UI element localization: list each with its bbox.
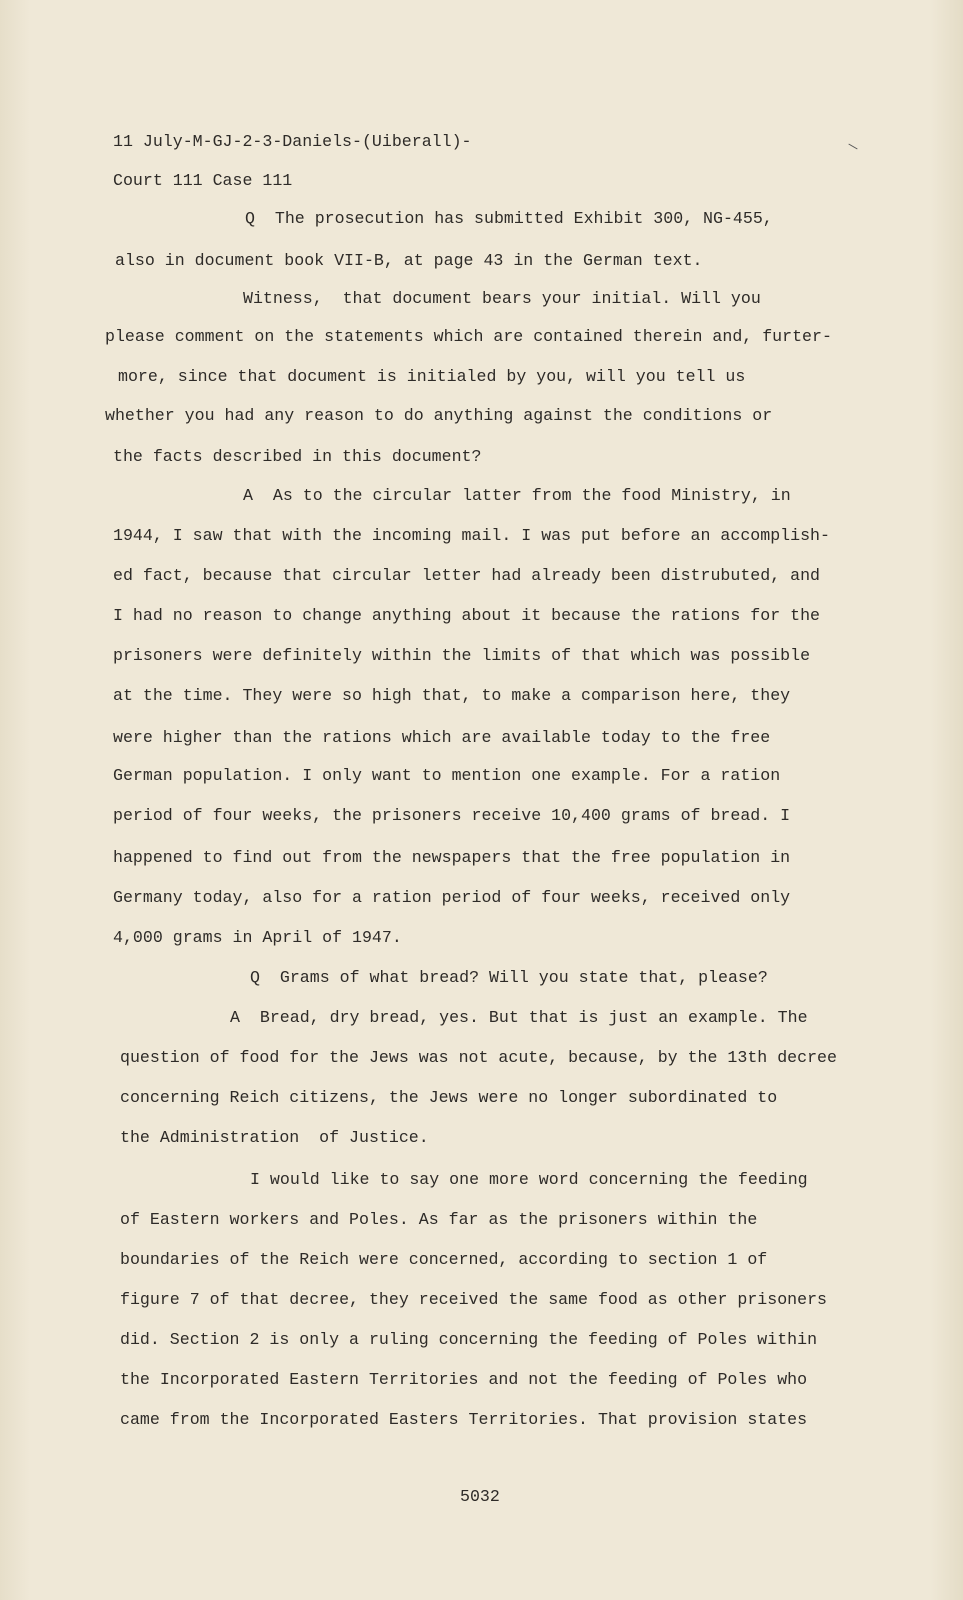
text-line: A As to the circular latter from the food Ministry, in [243, 486, 791, 505]
text-line: of Eastern workers and Poles. As far as the prisoners within the [120, 1210, 758, 1229]
text-line: 1944, I saw that with the incoming mail. I was put before an accomplish- [113, 526, 830, 545]
header-reference: 11 July-M-GJ-2-3-Daniels-(Uiberall)- [113, 132, 472, 151]
text-line: German population. I only want to mention one example. For a ration [113, 766, 781, 785]
text-line: Q Grams of what bread? Will you state that, please? [250, 968, 768, 987]
text-line: figure 7 of that decree, they received the same food as other prisoners [120, 1290, 828, 1309]
header-court: Court 111 Case 111 [113, 171, 293, 190]
text-line: did. Section 2 is only a ruling concerning the feeding of Poles within [120, 1330, 818, 1349]
text-line: A Bread, dry bread, yes. But that is just an example. The [230, 1008, 808, 1027]
text-line: period of four weeks, the prisoners receive 10,400 grams of bread. I [113, 806, 791, 825]
text-line: please comment on the statements which are contained therein and, furter- [105, 327, 832, 346]
text-line: also in document book VII-B, at page 43 in the German text. [115, 251, 703, 270]
text-line: boundaries of the Reich were concerned, according to section 1 of [120, 1250, 768, 1269]
text-line: the Incorporated Eastern Territories and not the feeding of Poles who [120, 1370, 808, 1389]
text-line: prisoners were definitely within the limits of that which was possible [113, 646, 811, 665]
text-line: concerning Reich citizens, the Jews were no longer subordinated to [120, 1088, 778, 1107]
text-line: happened to find out from the newspapers that the free population in [113, 848, 791, 867]
text-line: I would like to say one more word concerning the feeding [250, 1170, 808, 1189]
text-line: Witness, that document bears your initial. Will you [243, 289, 761, 308]
text-line: question of food for the Jews was not acute, because, by the 13th decree [120, 1048, 837, 1067]
text-line: whether you had any reason to do anything against the conditions or [105, 406, 773, 425]
text-line: ed fact, because that circular letter had already been distrubuted, and [113, 566, 821, 585]
text-line: more, since that document is initialed by you, will you tell us [118, 367, 746, 386]
stray-mark [848, 144, 857, 150]
text-line: Q The prosecution has submitted Exhibit 300, NG-455, [245, 209, 773, 228]
text-line: were higher than the rations which are available today to the free [113, 728, 771, 747]
page-number: 5032 [460, 1487, 500, 1506]
text-line: Germany today, also for a ration period of four weeks, received only [113, 888, 791, 907]
text-line: I had no reason to change anything about it because the rations for the [113, 606, 821, 625]
text-line: the facts described in this document? [113, 447, 482, 466]
text-line: at the time. They were so high that, to make a comparison here, they [113, 686, 791, 705]
text-line: came from the Incorporated Easters Territories. That provision states [120, 1410, 808, 1429]
text-line: the Administration of Justice. [120, 1128, 429, 1147]
text-line: 4,000 grams in April of 1947. [113, 928, 402, 947]
